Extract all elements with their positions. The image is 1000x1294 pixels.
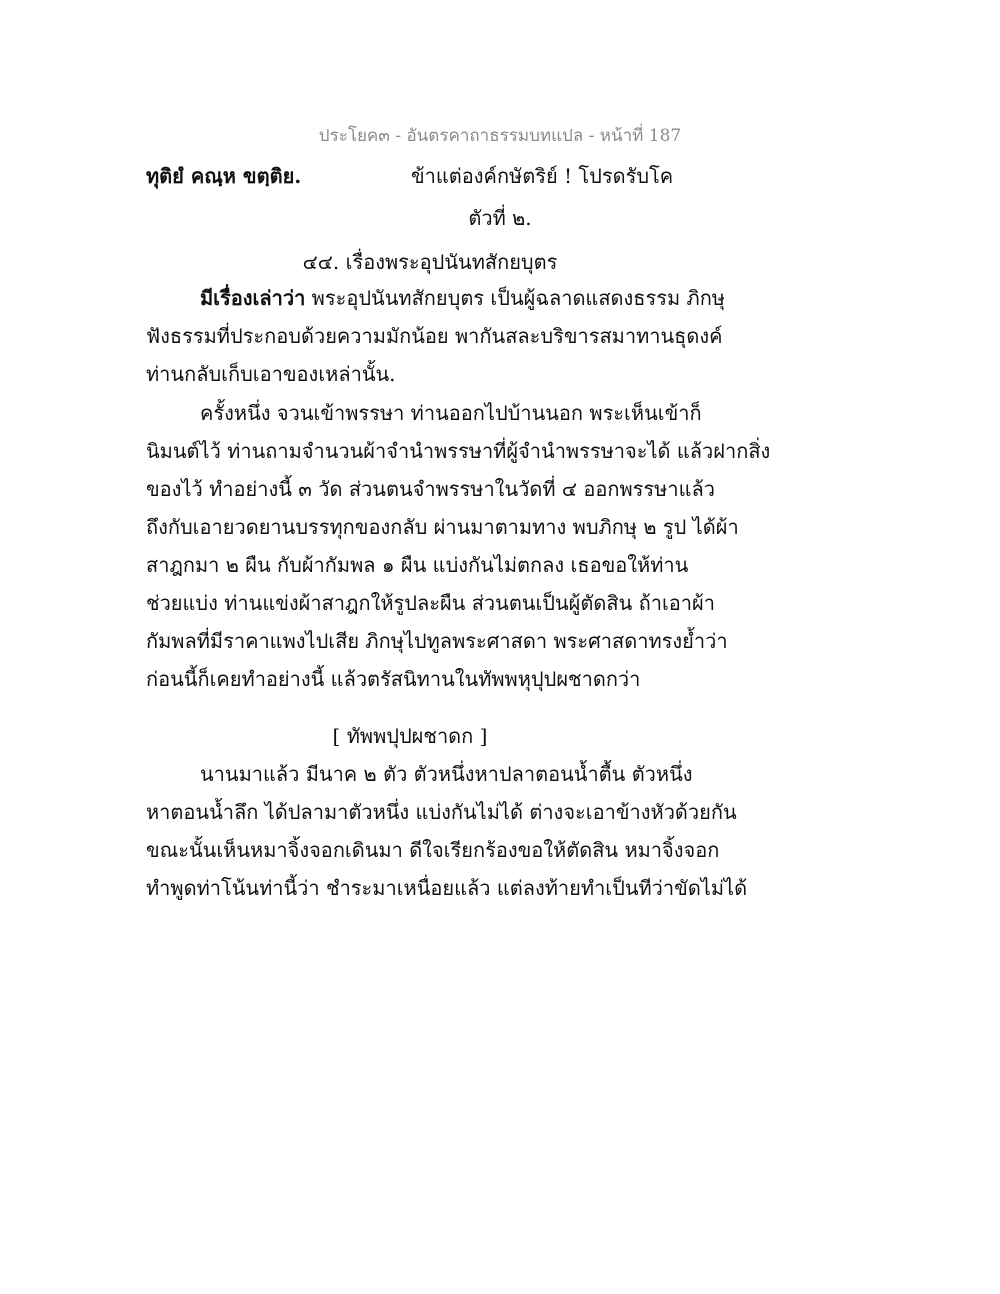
paragraph-line: ขณะนั้นเห็นหมาจิ้งจอกเดินมา ดีใจเรียกร้องขอให้ตัดสิน หมาจิ้งจอก [146,838,720,862]
story-title: ๔๔. เรื่องพระอุปนันทสักยบุตร [302,250,558,274]
paragraph-line: ถึงกับเอายวดยานบรรทุกของกลับ ผ่านมาตามทาง พบภิกษุ ๒ รูป ได้ผ้า [146,515,739,539]
paragraph-line [146,279,746,317]
verse-translation: ข้าแต่องค์กษัตริย์ ! โปรดรับโค [411,164,674,188]
paragraph-line: ฟังธรรมที่ประกอบด้วยความมักน้อย พากันสละบริขารสมาทานธุดงค์ [146,324,723,348]
paragraph-line: ทำพูดท่าโน้นท่านี้ว่า ชำระมาเหนื่อยแล้ว แต่ลงท้ายทำเป็นทีว่าขัดไม่ได้ [146,876,748,900]
paragraph-lead: มีเรื่องเล่าว่า [200,286,306,310]
paragraph-line: ก่อนนี้ก็เคยทำอย่างนี้ แล้วตรัสนิทานในทัพพหุปุปผชาดกว่า [146,667,641,691]
paragraph-line: ของไว้ ทำอย่างนี้ ๓ วัด ส่วนตนจำพรรษาในวัดที่ ๔ ออกพรรษาแล้ว [146,477,715,501]
paragraph-line: หาตอนน้ำลึก ได้ปลามาตัวหนึ่ง แบ่งกันไม่ได้ ต่างจะเอาข้างหัวด้วยกัน [146,800,737,824]
pali-verse-line [146,160,716,192]
paragraph-line: นิมนต์ไว้ ท่านถามจำนวนผ้าจำนำพรรษาที่ผู้จำนำพรรษาจะได้ แล้วฝากสิ่ง [146,439,771,463]
pali-verse: ทุติยํ คณฺห ขตฺติย. [146,164,302,188]
paragraph-line-text: พระอุปนันทสักยบุตร เป็นผู้ฉลาดแสดงธรรม ภิกษุ [305,286,725,310]
paragraph-line: กัมพลที่มีราคาแพงไปเสีย ภิกษุไปทูลพระศาสดา พระศาสดาทรงย้ำว่า [146,629,728,653]
paragraph-line: นานมาแล้ว มีนาค ๒ ตัว ตัวหนึ่งหาปลาตอนน้ำตื้น ตัวหนึ่ง [200,762,693,786]
paragraph-line: ท่านกลับเก็บเอาของเหล่านั้น. [146,362,396,386]
verse-number: ตัวที่ ๒. [468,206,532,230]
paragraph-1 [146,279,746,393]
running-header: ประโยค๓ - อันตรคาถาธรรมบทแปล - หน้าที่ 187 [318,126,682,146]
paragraph-line: สาฎกมา ๒ ผืน กับผ้ากัมพล ๑ ผืน แบ่งกันไม่ตกลง เธอขอให้ท่าน [146,553,689,577]
paragraph-line: ช่วยแบ่ง ท่านแข่งผ้าสาฎกให้รูปละผืน ส่วนตนเป็นผู้ตัดสิน ถ้าเอาผ้า [146,591,715,615]
paragraph-2 [146,394,771,698]
paragraph-line: ครั้งหนึ่ง จวนเข้าพรรษา ท่านออกไปบ้านนอก พระเห็นเข้าก็ [200,401,702,425]
paragraph-3 [146,755,746,907]
jataka-title: [ ทัพพปุปผชาดก ] [332,724,488,748]
